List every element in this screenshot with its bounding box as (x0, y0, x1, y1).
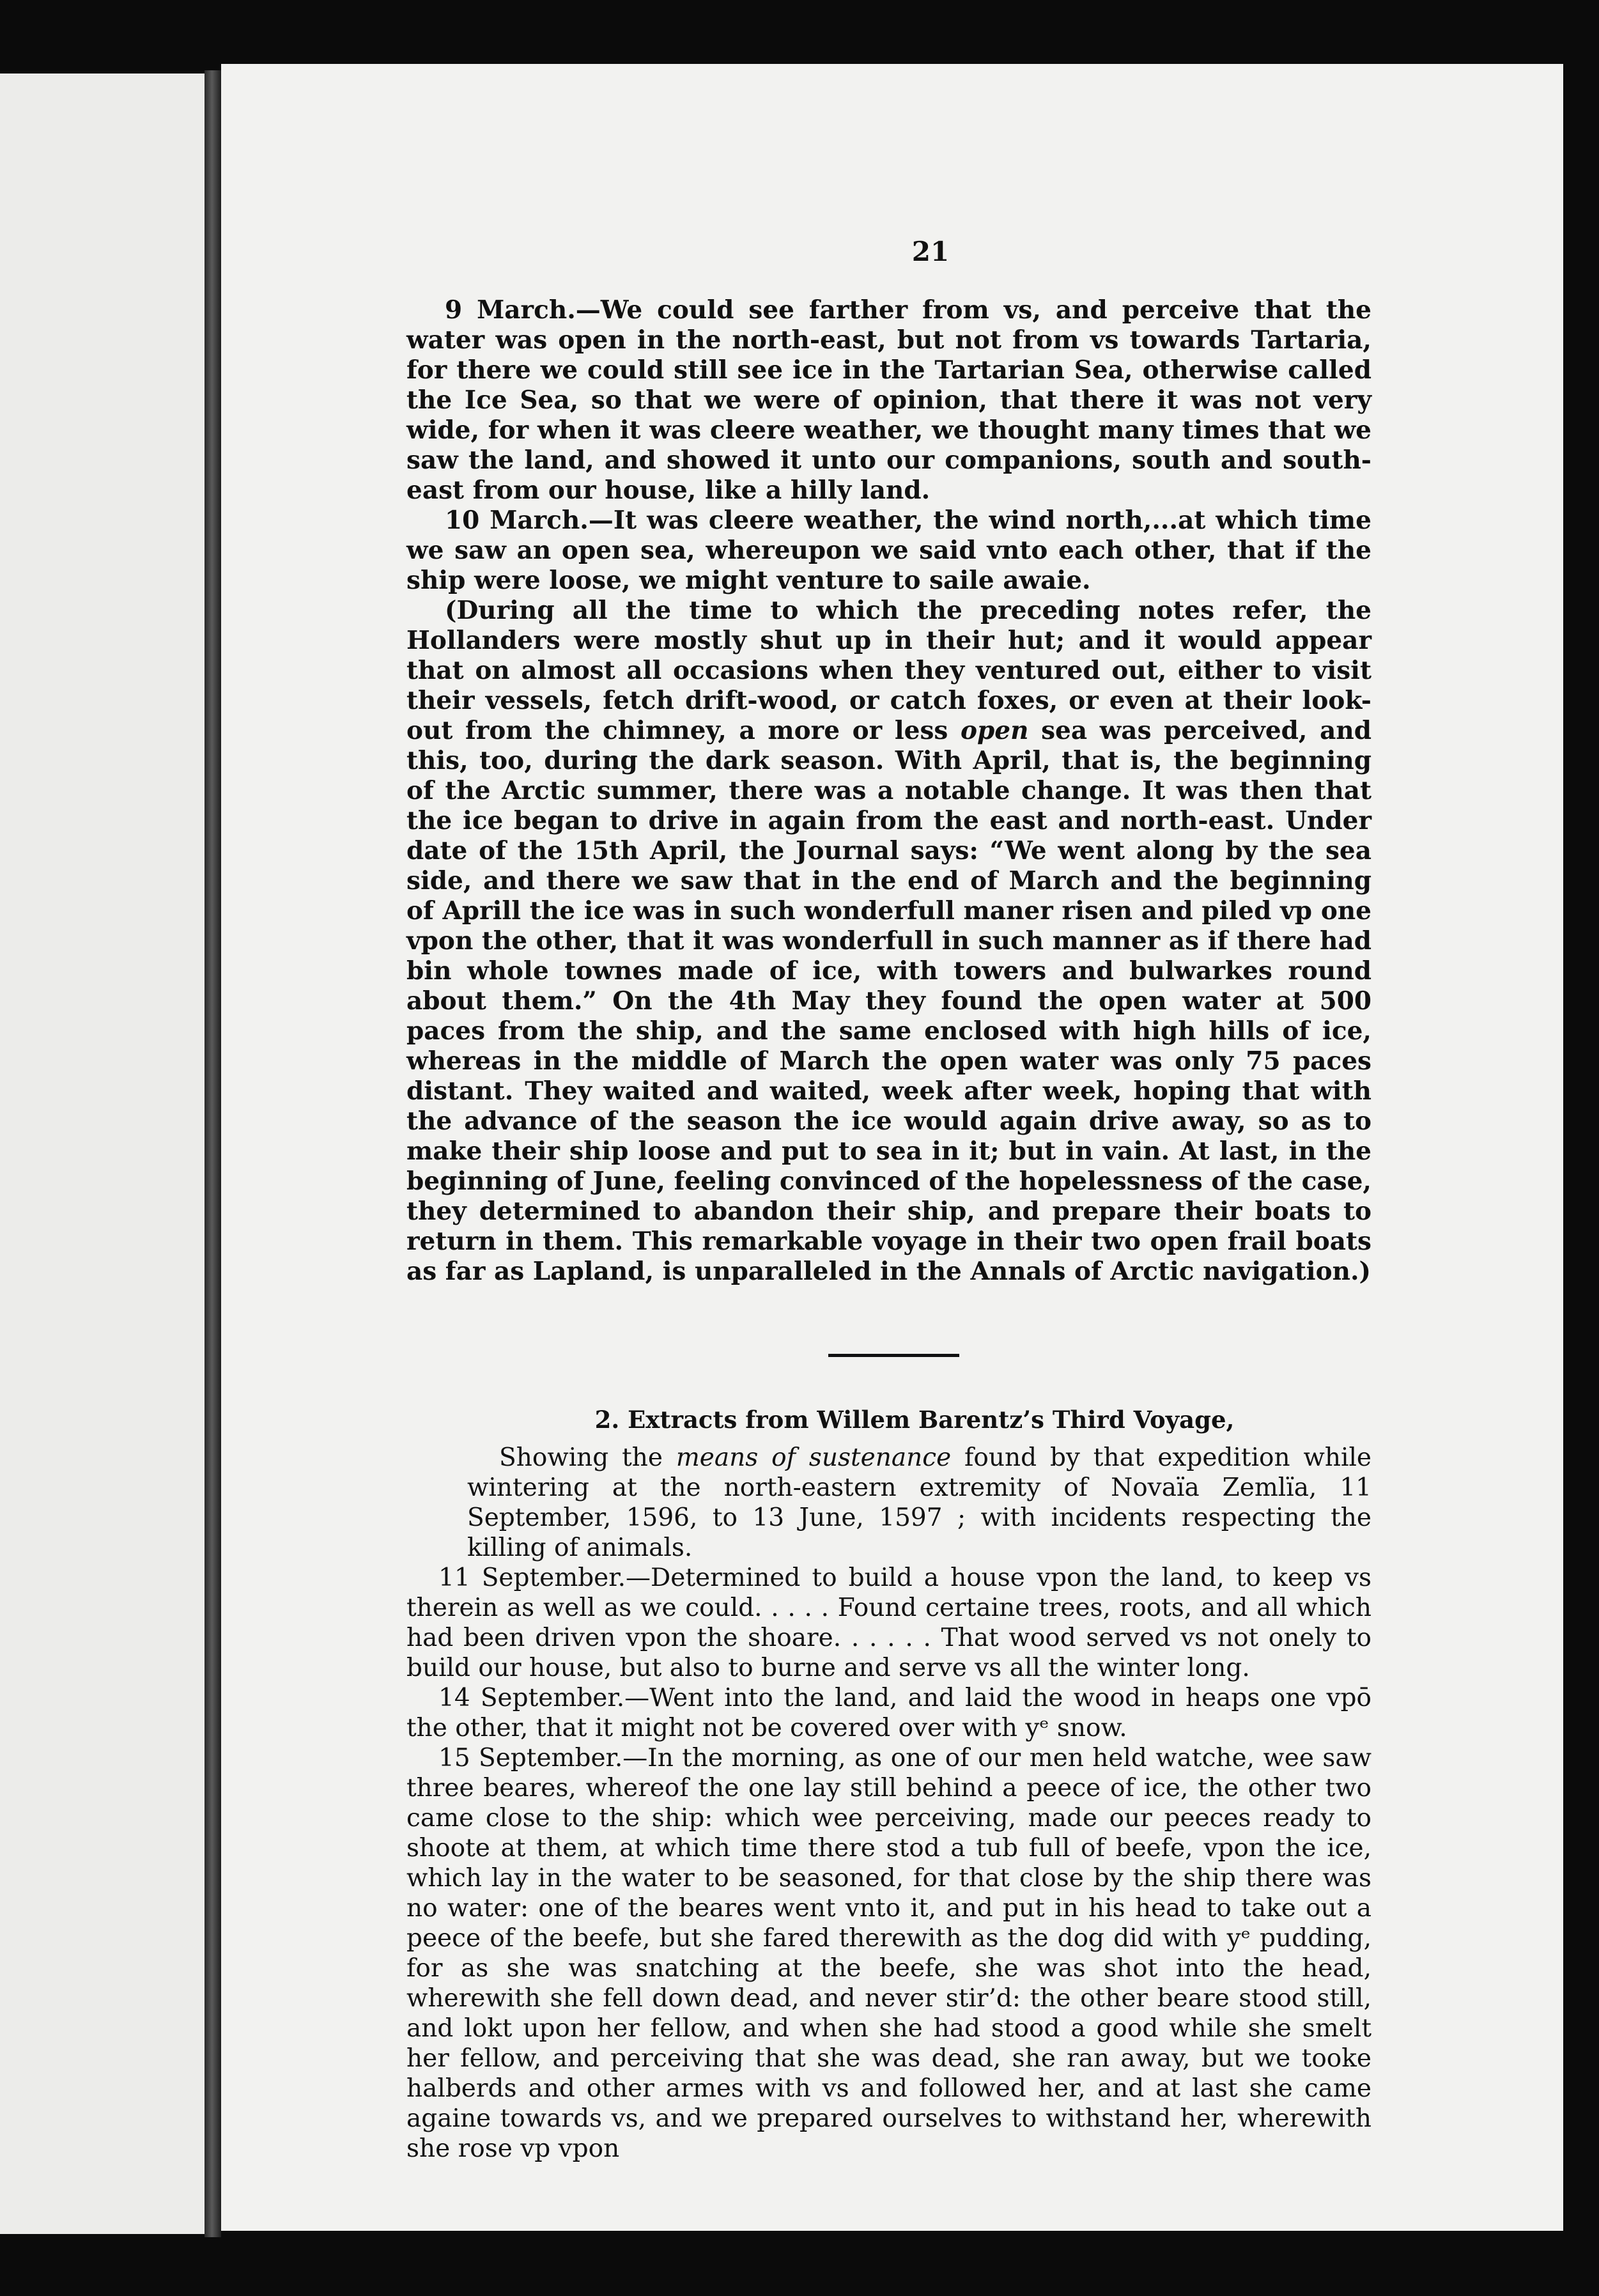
extract-paragraph: 11 September.—Determined to build a house vpon the land, to keep vs therein as well as we could. . . . . Found certaine trees, roots, and all which had been driven vpon the shoare. . . . . . That wood served vs not onely to build our house, but also to burne and serve vs all the winter long. (406, 1563, 1371, 1682)
page-text (406, 237, 1371, 2164)
entry-date: 10 March. (445, 506, 589, 535)
extracts-section (406, 1405, 1371, 2164)
section-divider (828, 1354, 959, 1357)
subheading-emphasis: means of sustenance (676, 1443, 952, 1472)
extract-paragraph: 14 September.—Went into the land, and laid the wood in heaps one vpō the other, that it might not be covered over with yᵉ snow. (406, 1684, 1371, 1742)
journal-entry (406, 295, 1371, 506)
entry-text: —It was cleere weather, the wind north,...at which time we saw an open sea, whereupon we said vnto each other, that if the ship were loose, we might venture to saile awaie. (406, 506, 1371, 595)
book-gutter (205, 70, 221, 2237)
extract-paragraph: 15 September.—In the morning, as one of our men held watche, wee saw three beares, whereof the one lay still behind a peece of ice, the other two came close to the ship: which wee perceiving, made our peeces ready to shoote at them, at which time there stod a tub full of beefe, vpon the ice, which lay in the water to be seasoned, for that close by the ship there was no water: one of the beares went vnto it, and put in his head to take out a peece of the beefe, but she fared therewith as the dog did with yᵉ pudding, for as she was snatching at the beefe, she was shot into the head, wherewith she fell down dead, and never stir’d: the other beare stood still, and lokt upon her fellow, and when she had stood a good while she smelt her fellow, and perceiving that she was dead, she ran away, but we tooke halberds and other armes with vs and followed her, and at last she came againe towards vs, and we prepared ourselves to withstand her, wherewith she rose vp vpon (406, 1744, 1371, 2163)
subheading-text: found by that expedition while wintering at the north-eastern extremity of Novaïa Zemlïa, 11 September, 1596, to 13 June, 1597 ; with incidents respecting the killing of animals. (467, 1443, 1372, 1562)
entry-text: —We could see farther from vs, and perceive that the water was open in the north-east, but not from vs towards Tartaria, for there we could still see ice in the Tartarian Sea, otherwise called the Ice Sea, so that we were of opinion, that there it was not very wide, for when it was cleere weather, we thought many times that we saw the land, and showed it unto our companions, south and south-east from our house, like a hilly land. (406, 295, 1371, 505)
page-number: 21 (911, 236, 950, 267)
commentary-text: (During all the time to which the preceding notes refer, the Hollanders were mostly shut up in their hut; and it would appear that on almost all occasions when they ventured out, either to visit their vessels, fetch drift-wood, or catch foxes, or even at their look-out from the chimney, a more or less (406, 596, 1371, 745)
commentary-emphasis: open (961, 716, 1029, 745)
entry-date: 9 March. (445, 295, 576, 325)
book-page (221, 64, 1563, 2231)
commentary-text: sea was perceived, and this, too, during the dark season. With April, that is, the beginning of the Arctic summer, there was a notable change. It was then that the ice began to drive in again from the east and north-east. Under date of the 15th April, the Journal says: “We went along by the sea side, and there we saw that in the end of March and the beginning of Aprill the ice was in such wonderfull maner risen and piled vp one vpon the other, that it was wonderfull in such manner as if there had bin whole townes made of ice, with towers and bulwarkes round about them.” On the 4th May they found the open water at 500 paces from the ship, and the same enclosed with high hills of ice, whereas in the middle of March the open water was only 75 paces distant. They waited and waited, week after week, hoping that with the advance of the season the ice would again drive away, so as to make their ship loose and put to sea in it; but in vain. At last, in the beginning of June, feeling convinced of the hopelessness of the case, they determined to abandon their ship, and prepare their boats to return in them. This remarkable voyage in their two open frail boats as far as Lapland, is unparalleled in the Annals of Arctic navigation.) (406, 716, 1371, 1286)
commentary-paragraph (406, 596, 1371, 1287)
subheading-text: Showing the (499, 1443, 676, 1472)
journal-section (406, 295, 1371, 1287)
journal-entry (406, 506, 1371, 596)
section-heading: 2. Extracts from Willem Barentz’s Third Voyage, (594, 1406, 1235, 1434)
facing-page (0, 74, 205, 2234)
section-subheading (406, 1443, 1371, 1563)
